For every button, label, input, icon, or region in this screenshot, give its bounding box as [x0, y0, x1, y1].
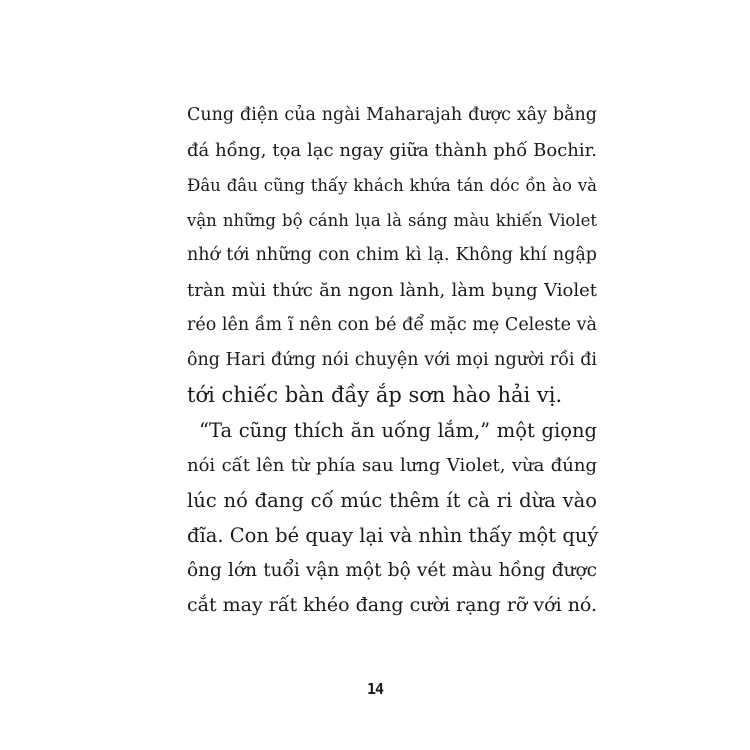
paragraph-1-line-3: Đâu đâu cũng thấy khách khứa tán dóc ồn ào và	[187, 176, 597, 195]
body-text	[187, 98, 597, 623]
paragraph-1-line-2: đá hồng, tọa lạc ngay giữa thành phố Bochir.	[187, 140, 597, 161]
paragraph-1-line-6: tràn mùi thức ăn ngon lành, làm bụng Violet	[187, 280, 597, 301]
paragraph-1-line-8: ông Hari đứng nói chuyện với mọi người rồi đi	[187, 350, 597, 370]
paragraph-1-line-7: réo lên ầm ĩ nên con bé để mặc mẹ Celeste và	[187, 315, 597, 335]
paragraph-2-line-4: đĩa. Con bé quay lại và nhìn thấy một quý	[187, 524, 599, 547]
paragraph-2-line-6: cắt may rất khéo đang cười rạng rỡ với nó.	[187, 594, 598, 616]
paragraph-2-line-3: lúc nó đang cố múc thêm ít cà ri dừa vào	[187, 489, 597, 512]
paragraph-1-line-9: tới chiếc bàn đầy ắp sơn hào hải vị.	[187, 383, 563, 407]
paragraph-1-line-5: nhớ tới những con chim kì lạ. Không khí ngập	[187, 245, 597, 265]
paragraph-2-line-1: “Ta cũng thích ăn uống lắm,” một giọng	[199, 419, 597, 442]
paragraph-2-line-5: ông lớn tuổi vận một bộ vét màu hồng được	[187, 560, 597, 581]
paragraph-1-line-1: Cung điện của ngài Maharajah được xây bằng	[187, 105, 597, 125]
paragraph-2-line-2: nói cất lên từ phía sau lưng Violet, vừa đúng	[187, 455, 597, 476]
paragraph-1-line-4: vận những bộ cánh lụa là sáng màu khiến Violet	[187, 211, 597, 230]
page-number: 14	[366, 680, 384, 698]
